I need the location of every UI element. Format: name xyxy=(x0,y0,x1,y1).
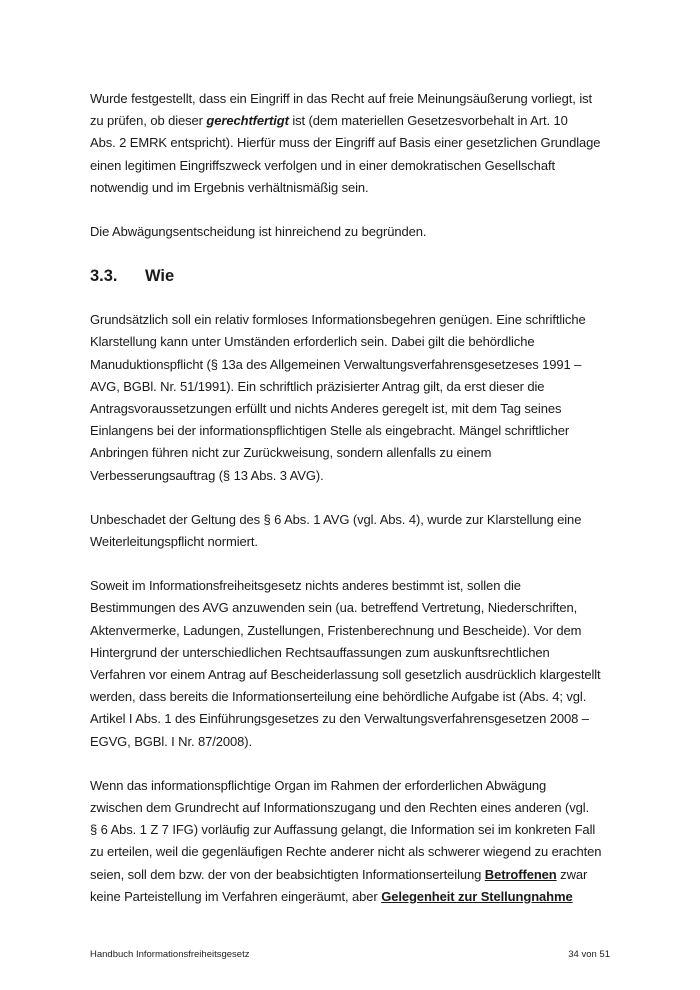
section-number: 3.3. xyxy=(90,267,118,286)
text-line xyxy=(90,110,610,132)
text-line: Antragsvoraussetzungen erfüllt und nichts Anderes geregelt ist, mit dem Tag seines xyxy=(90,401,562,417)
text-line: Grundsätzlich soll ein relativ formloses Informationsbegehren genügen. Eine schriftliche xyxy=(90,312,586,328)
text-line xyxy=(90,864,610,886)
section-heading xyxy=(90,267,610,289)
text-line: § 6 Abs. 1 Z 7 IFG) vorläufig zur Auffassung gelangt, die Information sei im konkreten Fall xyxy=(90,822,596,838)
text-line: Einlangens bei der informationspflichtigen Stelle als eingebracht. Mängel schriftlicher xyxy=(90,423,570,439)
text-line: Hintergrund der unterschiedlichen Rechtsauffassungen zum auskunftsrechtlichen xyxy=(90,644,550,660)
text-line: Aktenvermerke, Ladungen, Zustellungen, Fristenberechnung und Bescheide). Vor dem xyxy=(90,622,582,638)
footer-title: Handbuch Informationsfreiheitsgesetz xyxy=(90,949,250,960)
text-line: Abs. 2 EMRK entspricht). Hierfür muss der Eingriff auf Basis einer gesetzlichen Grundlage xyxy=(90,135,601,151)
text-line: EGVG, BGBl. I Nr. 87/2008). xyxy=(90,733,253,749)
text-segment: keine Parteistellung im Verfahren eingeräumt, aber xyxy=(90,888,382,904)
text-line: Manuduktionspflicht (§ 13a des Allgemeinen Verwaltungsverfahrensgesetzeses 1991 – xyxy=(90,356,582,372)
text-line: Artikel I Abs. 1 des Einführungsgesetzes zu den Verwaltungsverfahrensgesetzen 2008 – xyxy=(90,711,589,727)
text-line: Wurde festgestellt, dass ein Eingriff in das Recht auf freie Meinungsäußerung vorliegt, ist xyxy=(90,91,593,106)
page-number: 34 von 51 xyxy=(568,949,610,960)
text-segment: ist (dem materiellen Gesetzesvorbehalt in Art. 10 xyxy=(288,113,568,129)
text-line: zu erteilen, weil die gegenläufigen Rechte anderer nicht als schwerer wiegend zu erachten xyxy=(90,844,602,860)
text-line: Klarstellung kann unter Umständen erforderlich sein. Dabei gilt die behördliche xyxy=(90,334,535,350)
page-footer xyxy=(90,949,610,960)
text-segment: zu prüfen, ob dieser xyxy=(90,113,207,129)
text-line: werden, dass bereits die Informationserteilung eine behördliche Aufgabe ist (Abs. 4; vgl. xyxy=(90,689,587,705)
paragraph-rechtfertigung xyxy=(90,88,610,199)
text-line: Wenn das informationspflichtige Organ im Rahmen der erforderlichen Abwägung xyxy=(90,777,547,793)
text-line: Bestimmungen des AVG anzuwenden sein (ua. betreffend Vertretung, Niederschriften, xyxy=(90,600,578,616)
strong-underlined-text: Betroffenen xyxy=(484,866,557,882)
text-line: zwischen dem Grundrecht auf Informationszugang und den Rechten eines anderen (vgl. xyxy=(90,800,590,816)
text-line xyxy=(90,886,610,908)
text-line: notwendig und im Ergebnis verhältnismäßig sein. xyxy=(90,179,369,195)
text-line: Verfahren vor einem Antrag auf Bescheiderlassung soll gesetzlich ausdrücklich klargestellt xyxy=(90,667,601,683)
text-line: Die Abwägungsentscheidung ist hinreichend zu begründen. xyxy=(90,224,427,240)
section-title: Wie xyxy=(145,267,175,286)
paragraph-stellungnahme xyxy=(90,775,610,908)
text-line: Anbringen führen nicht zur Zurückweisung, sondern allenfalls zu einem xyxy=(90,445,492,461)
text-segment: zwar xyxy=(556,866,588,882)
text-line: Verbesserungsauftrag (§ 13 Abs. 3 AVG). xyxy=(90,467,324,483)
paragraph-avg-anwendung xyxy=(90,575,610,753)
text-segment: seien, soll dem bzw. der von der beabsichtigten Informationserteilung xyxy=(90,866,485,882)
strong-underlined-text: Gelegenheit zur Stellungnahme xyxy=(381,888,573,904)
text-line: AVG, BGBl. Nr. 51/1991). Ein schriftlich präzisierter Antrag gilt, da erst dieser die xyxy=(90,378,545,394)
text-line: Weiterleitungspflicht normiert. xyxy=(90,534,258,550)
paragraph-abwaegung xyxy=(90,221,610,243)
paragraph-formloses-begehren xyxy=(90,309,610,487)
paragraph-weiterleitung xyxy=(90,509,610,553)
text-line: Soweit im Informationsfreiheitsgesetz nichts anderes bestimmt ist, sollen die xyxy=(90,578,521,594)
text-line: einen legitimen Eingriffszweck verfolgen und in einer demokratischen Gesellschaft xyxy=(90,157,555,173)
text-line: Unbeschadet der Geltung des § 6 Abs. 1 AVG (vgl. Abs. 4), wurde zur Klarstellung eine xyxy=(90,511,582,527)
document-page xyxy=(90,88,610,930)
emphasis-text: gerechtfertigt xyxy=(206,113,289,129)
